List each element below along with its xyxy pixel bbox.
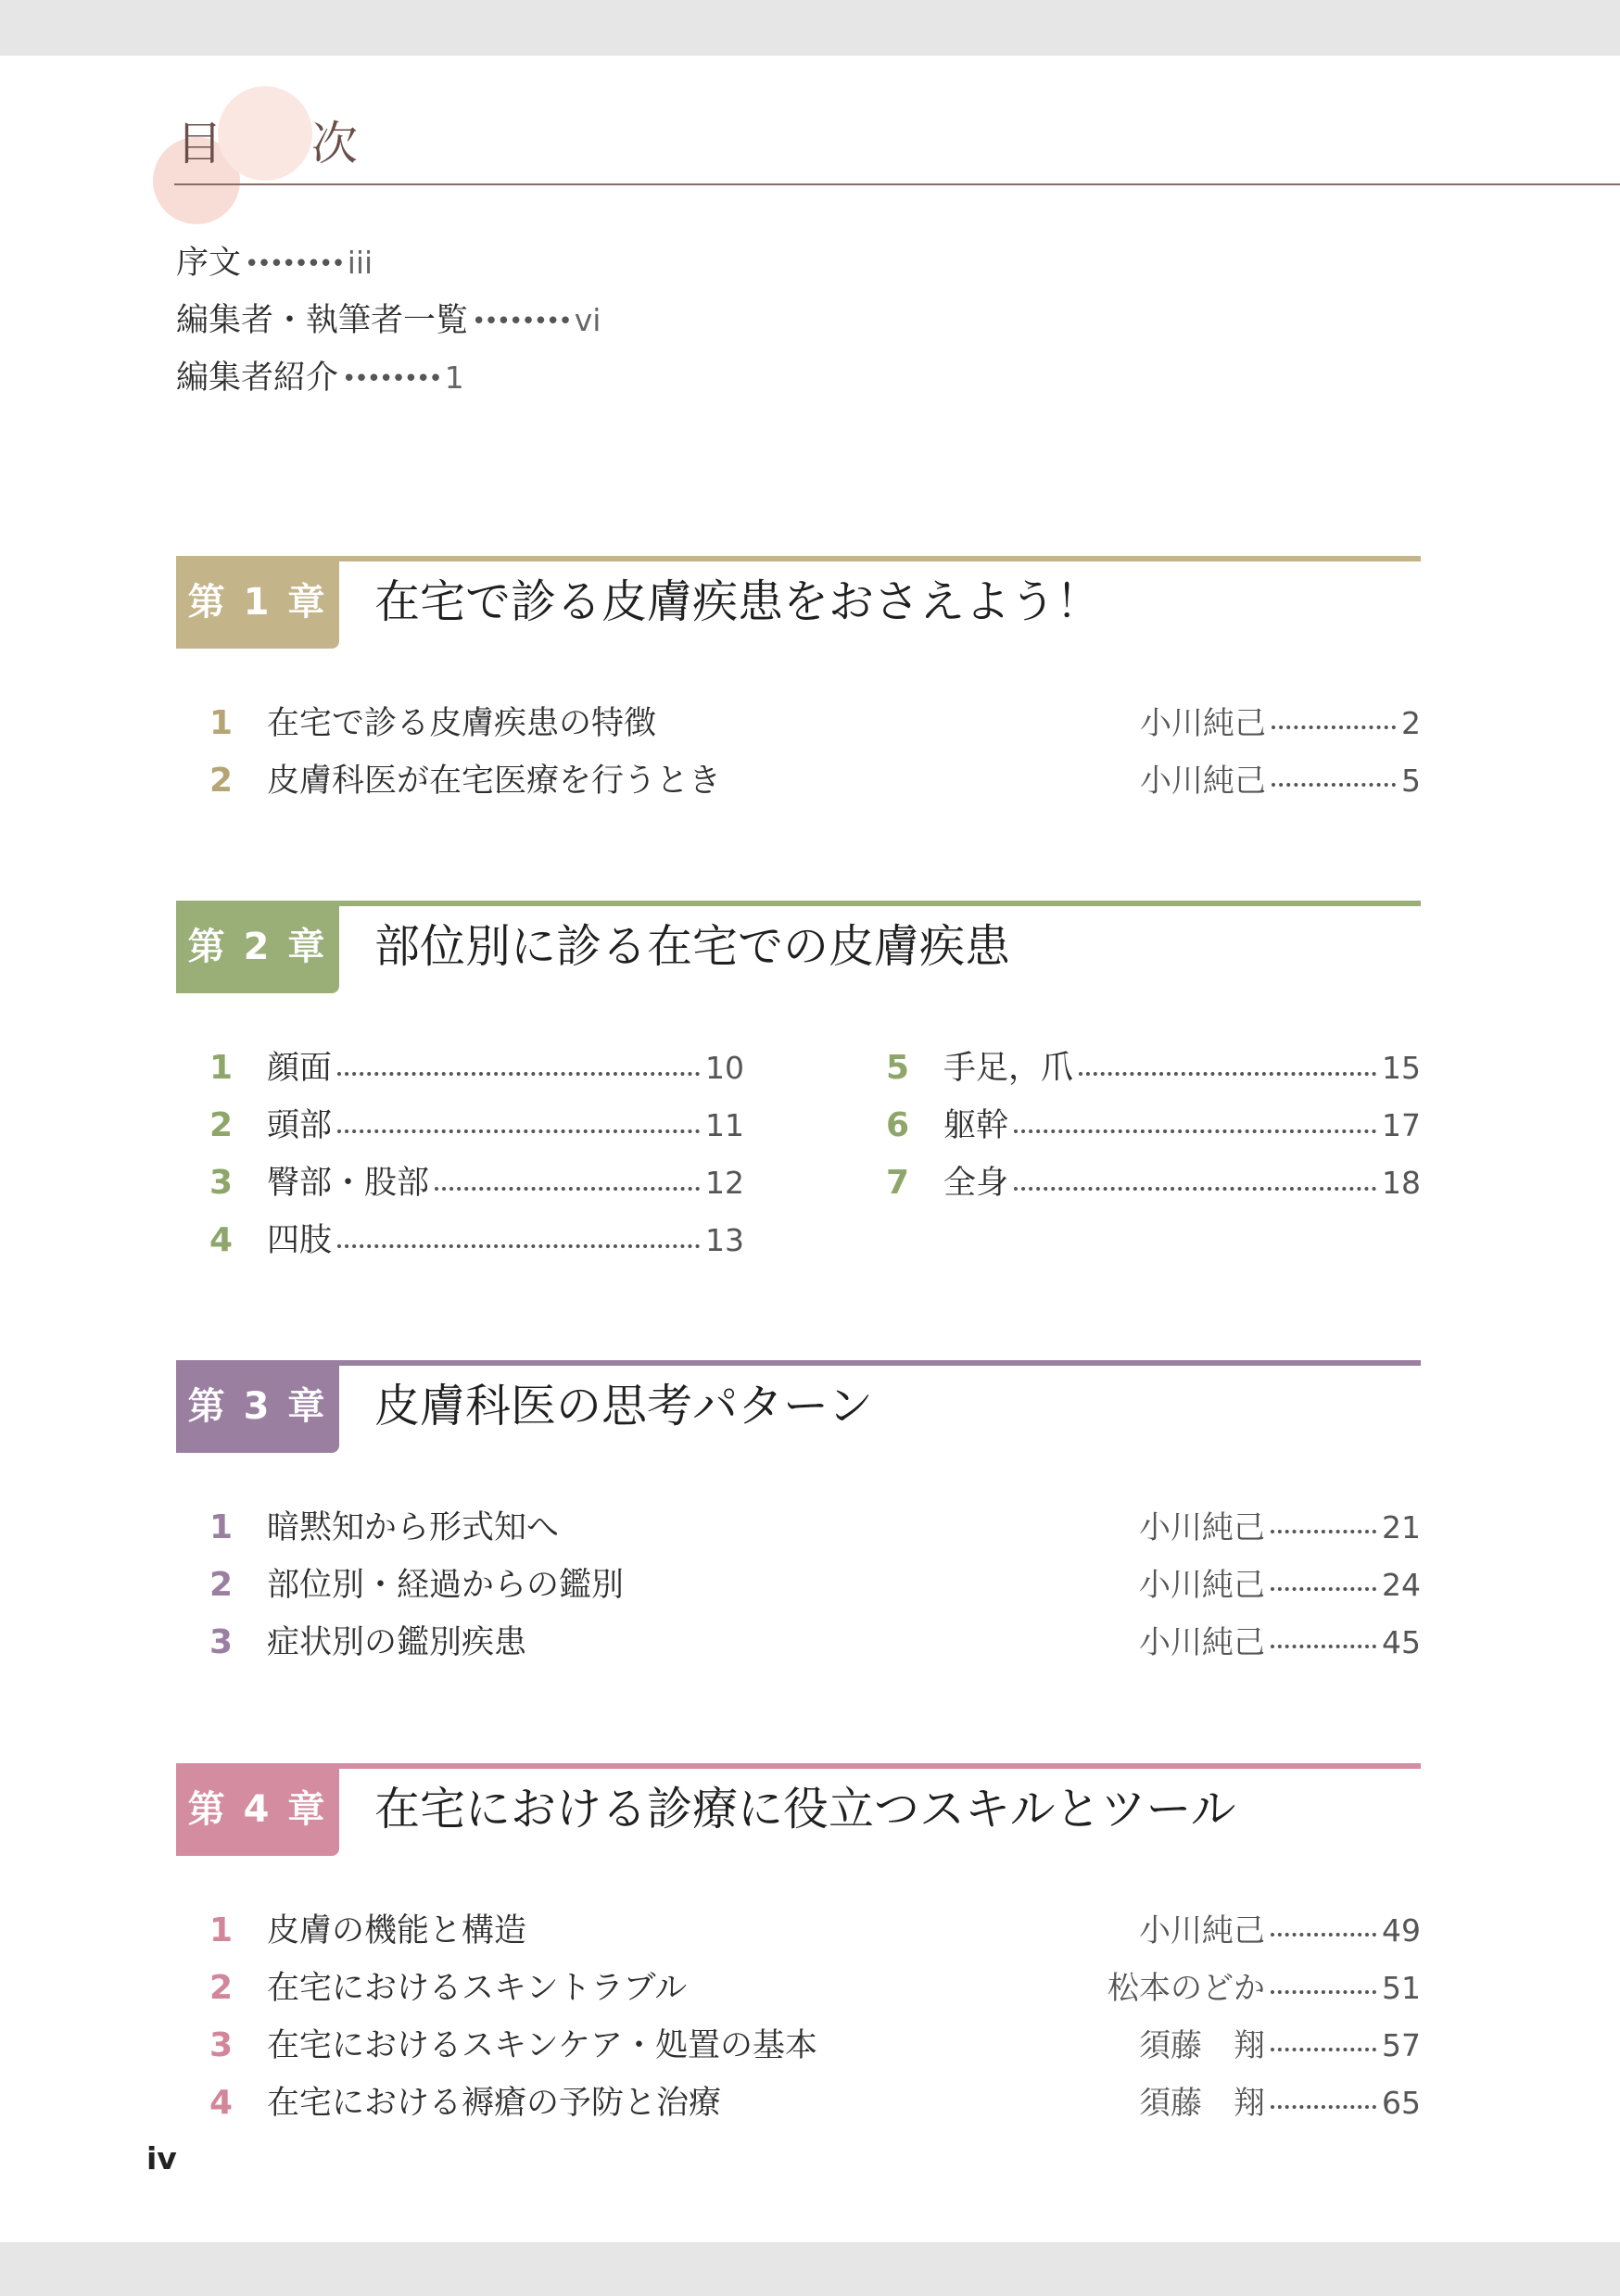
entry-title: 在宅におけるスキントラブル (267, 1970, 688, 2007)
entry-author: 小川純己 (1139, 1567, 1265, 1604)
entry-author: 須藤 翔 (1139, 2085, 1265, 2122)
entry-page: 12 (705, 1165, 744, 1201)
entry-page: 65 (1382, 2085, 1421, 2121)
chapter-items (176, 1902, 1421, 2132)
entry-page: 17 (1382, 1107, 1421, 1143)
entry-page: 10 (705, 1050, 744, 1086)
chapter-1 (176, 556, 1421, 810)
chapter-badge: 第 3 章 (176, 1360, 339, 1453)
leader-dots (1271, 1645, 1376, 1648)
entry-meta (1139, 1902, 1421, 1960)
front-item[interactable] (176, 349, 601, 407)
entry-title: 在宅で診る皮膚疾患の特徴 (267, 705, 657, 742)
toc-entry[interactable] (176, 1614, 1421, 1672)
chapter-items (176, 695, 1421, 810)
entry-page: 57 (1382, 2027, 1421, 2063)
entry-number: 2 (209, 1969, 234, 2007)
entry-author: 小川純己 (1140, 763, 1266, 800)
entry-author: 小川純己 (1139, 1624, 1265, 1661)
leader-dots (1014, 1187, 1376, 1191)
entry-meta (1140, 752, 1421, 810)
entry-title: 四肢 (267, 1222, 333, 1259)
chapter-items (176, 1499, 1421, 1672)
leader-dots (1271, 2048, 1376, 2051)
entry-title: 暗黙知から形式知へ (267, 1509, 560, 1546)
entry-meta (1107, 1960, 1421, 2017)
toc-entry[interactable] (176, 1902, 1421, 1960)
chapter-badge: 第 4 章 (176, 1763, 339, 1856)
toc-page (0, 56, 1620, 2242)
entry-title: 皮膚の機能と構造 (267, 1912, 527, 1949)
chapter-header (176, 556, 1421, 649)
entry-meta (1139, 2017, 1421, 2075)
entry-title: 全身 (943, 1165, 1009, 1202)
entry-title: 顔面 (267, 1050, 333, 1087)
front-matter (176, 234, 601, 407)
front-item-page: iii (347, 245, 373, 281)
entry-author: 小川純己 (1139, 1509, 1265, 1546)
toc-entry[interactable] (176, 1212, 744, 1269)
entry-number: 6 (886, 1106, 910, 1144)
entry-number: 4 (209, 2084, 234, 2122)
toc-entry[interactable] (176, 1960, 1421, 2017)
chapter-2 (176, 901, 1421, 1280)
leader-dots (1271, 1990, 1376, 1994)
entry-number: 1 (209, 1508, 234, 1546)
entry-title: 躯幹 (943, 1107, 1009, 1144)
toc-title-rule (174, 183, 1620, 185)
entry-title: 皮膚科医が在宅医療を行うとき (267, 763, 722, 800)
entry-meta (1139, 1499, 1421, 1557)
leader-dots (1014, 1129, 1376, 1133)
toc-entry[interactable] (176, 1040, 744, 1097)
entry-author: 小川純己 (1140, 705, 1266, 742)
front-item-title: 編集者紹介 (176, 360, 339, 397)
leader-dots (1272, 725, 1396, 729)
leader-dots (337, 1244, 700, 1248)
entry-number: 5 (886, 1049, 910, 1087)
entry-number: 3 (209, 1623, 234, 1661)
leader-dots (1271, 1587, 1376, 1591)
entry-page: 45 (1382, 1624, 1421, 1660)
toc-entry[interactable] (853, 1040, 1421, 1097)
chapter-4 (176, 1763, 1421, 2132)
entry-number: 1 (209, 1911, 234, 1949)
entry-meta (1139, 2075, 1421, 2132)
chapter-title[interactable]: 在宅における診療に役立つスキルとツール (374, 1783, 1236, 1836)
entry-title: 症状別の鑑別疾患 (267, 1624, 527, 1661)
leader-dots: •••••••• (342, 365, 441, 393)
front-item-title: 編集者・執筆者一覧 (176, 302, 469, 339)
chapter-header (176, 1763, 1421, 1856)
entry-number: 1 (209, 1049, 234, 1087)
toc-title: 目 次 (176, 117, 395, 170)
toc-entry[interactable] (853, 1097, 1421, 1154)
leader-dots (1271, 1530, 1376, 1533)
chapter-title[interactable]: 部位別に診る在宅での皮膚疾患 (374, 920, 1011, 973)
leader-dots (1079, 1072, 1376, 1076)
chapter-badge: 第 1 章 (176, 556, 339, 649)
chapter-rule (339, 901, 1421, 906)
toc-entry[interactable] (176, 1154, 744, 1212)
entry-page: 24 (1382, 1567, 1421, 1603)
chapter-badge: 第 2 章 (176, 901, 339, 993)
chapter-header (176, 1360, 1421, 1453)
leader-dots: •••••••• (472, 308, 571, 335)
entry-author: 小川純己 (1139, 1912, 1265, 1949)
entry-author: 松本のどか (1107, 1970, 1265, 2007)
leader-dots (435, 1187, 700, 1191)
leader-dots (1272, 783, 1396, 787)
entry-number: 4 (209, 1221, 234, 1259)
entry-title: 臀部・股部 (267, 1165, 430, 1202)
entry-page: 51 (1382, 1970, 1421, 2006)
entry-page: 49 (1382, 1912, 1421, 1949)
chapter-3 (176, 1360, 1421, 1672)
leader-dots (337, 1072, 700, 1076)
entry-number: 2 (209, 1566, 234, 1604)
entry-number: 3 (209, 1164, 234, 1202)
toc-entry[interactable] (176, 695, 1421, 752)
entry-number: 3 (209, 2026, 234, 2064)
front-item-page: 1 (444, 360, 464, 396)
entry-page: 2 (1401, 705, 1421, 741)
entry-author: 須藤 翔 (1139, 2027, 1265, 2064)
entry-page: 13 (705, 1222, 744, 1258)
entry-number: 1 (209, 704, 234, 742)
front-item[interactable] (176, 234, 601, 292)
toc-entry[interactable] (176, 2075, 1421, 2132)
chapter-title[interactable]: 在宅で診る皮膚疾患をおさえよう！ (374, 575, 1102, 628)
toc-entry[interactable] (853, 1154, 1421, 1212)
page-folio: iv (146, 2140, 177, 2176)
toc-entry[interactable] (176, 752, 1421, 810)
entry-number: 2 (209, 1106, 234, 1144)
front-item[interactable] (176, 292, 601, 349)
entry-title: 在宅におけるスキンケア・処置の基本 (267, 2027, 817, 2064)
entry-title: 頭部 (267, 1107, 333, 1144)
entry-title: 部位別・経過からの鑑別 (267, 1567, 625, 1604)
entry-page: 15 (1382, 1050, 1421, 1086)
entry-meta (1139, 1614, 1421, 1672)
toc-entry[interactable] (176, 1499, 1421, 1557)
chapter-rule (339, 1360, 1421, 1366)
entry-number: 2 (209, 762, 234, 800)
leader-dots (1271, 2105, 1376, 2109)
entry-page: 5 (1401, 763, 1421, 799)
chapter-items (176, 1040, 1421, 1280)
front-item-page: vi (574, 302, 601, 338)
chapter-header (176, 901, 1421, 993)
entry-number: 7 (886, 1164, 910, 1202)
toc-entry[interactable] (176, 2017, 1421, 2075)
leader-dots (1271, 1933, 1376, 1936)
entry-title: 手足，爪 (943, 1050, 1074, 1087)
toc-heading (0, 0, 1620, 250)
entry-page: 18 (1382, 1165, 1421, 1201)
chapter-rule (339, 1763, 1421, 1769)
entry-page: 21 (1382, 1509, 1421, 1545)
toc-entry[interactable] (176, 1097, 744, 1154)
entry-title: 在宅における褥瘡の予防と治療 (267, 2085, 722, 2122)
entry-meta (1140, 695, 1421, 752)
leader-dots (337, 1129, 700, 1133)
leader-dots: •••••••• (245, 250, 344, 278)
chapter-rule (339, 556, 1421, 561)
toc-entry[interactable] (176, 1557, 1421, 1614)
chapter-title[interactable]: 皮膚科医の思考パターン (374, 1380, 874, 1432)
entry-meta (1139, 1557, 1421, 1614)
front-item-title: 序文 (176, 245, 242, 282)
entry-page: 11 (705, 1107, 744, 1143)
